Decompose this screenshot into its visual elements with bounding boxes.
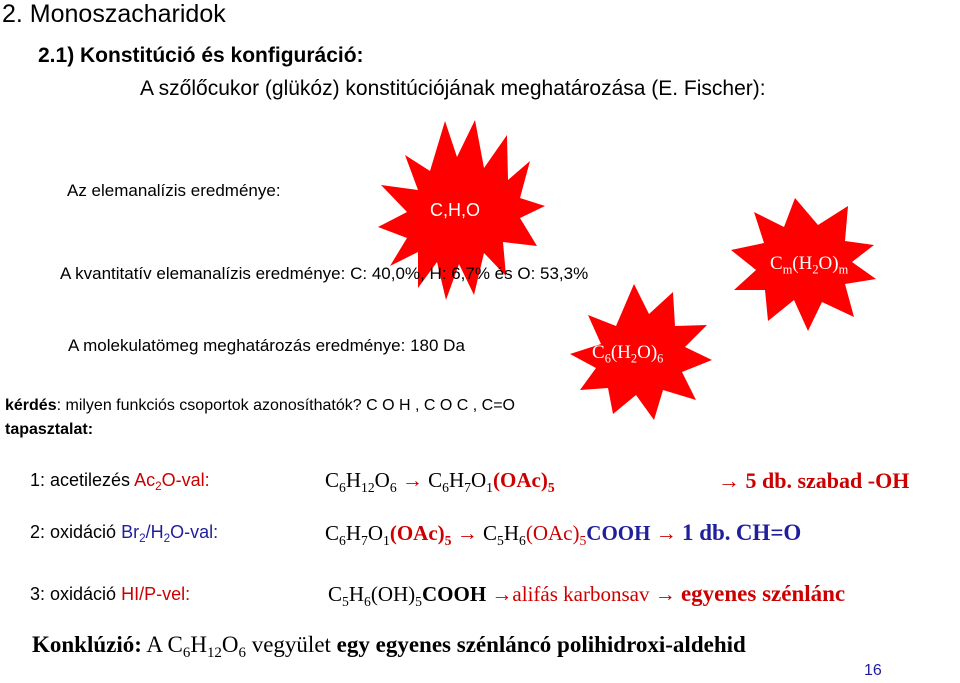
formula-sub-m2: m (838, 262, 849, 277)
formula-sub-6: 6 (604, 351, 611, 366)
conclusion-label: Konklúzió: (32, 632, 142, 657)
arrow-icon: → (654, 582, 676, 606)
row-acetylation-result: → 5 db. szabad -OH (718, 468, 910, 493)
formula-o: O) (637, 342, 658, 363)
formula-sub-2: 2 (630, 351, 638, 366)
row-label: 2: oxidáció (30, 522, 117, 542)
formula-mid: (H (792, 253, 813, 274)
formula-c: C (592, 342, 605, 363)
row-label: 3: oxidáció (30, 584, 117, 604)
row-acetylation-formula: $C_6H_{12}O_6 \to C_6H_7O_1(OAc)_5$ (325, 468, 555, 495)
formula-sub-6b: 6 (657, 351, 664, 366)
formula-sub-m: m (782, 262, 793, 277)
question-label: kérdés (5, 397, 57, 414)
page-number: 16 (864, 662, 882, 679)
arrow-icon: → (401, 468, 423, 492)
elemental-analysis-label: Az elemanalízis eredménye: (67, 181, 281, 200)
molecular-weight-line (68, 336, 465, 356)
row-oxidation-bromine-formula: $C_6H_7O_1(OAc)_5$ → $C_5H_6(OAc)_5COOH \to 1$ db. CH=O (325, 520, 802, 548)
star-text-elements: C,H,O (430, 200, 481, 220)
star-text-general-formula (770, 253, 848, 275)
slide-subheading: 2.1) Konstitúció és konfiguráció: (38, 44, 364, 67)
slide-heading: 2. Monoszacharidok (2, 0, 226, 28)
row-acetylation-label (30, 470, 210, 494)
slide-topic: A szőlőcukor (glükóz) konstitúciójának meghatározása (E. Fischer): (140, 77, 766, 100)
molecular-weight-value: 180 Da (410, 336, 465, 355)
arrow-icon: → (718, 468, 740, 493)
formula-c: C (770, 253, 783, 274)
quantitative-analysis-line (60, 264, 588, 284)
arrow-icon: → (491, 582, 513, 606)
row-reagent: $Ac_2O$-val: (134, 470, 210, 494)
formula-sub-2: 2 (812, 262, 819, 277)
arrow-icon: → (456, 521, 478, 545)
row-oxidation-hi-formula: $C_5H_6(OH)_5COOH$ →alifás karbonsav → egyenes szénlánc (328, 581, 846, 609)
quantitative-label: A kvantitatív elemanalízis eredménye: (60, 264, 346, 283)
row-oxidation-hi-label (30, 584, 190, 605)
formula-o: O) (818, 253, 839, 274)
question-text: : milyen funkciós csoportok azonosíthatók? C O H , C O C , C=O (56, 397, 515, 414)
quantitative-values: C: 40,0%, H: 6,7% és O: 53,3% (350, 264, 589, 283)
row-label: 1: acetilezés (30, 470, 131, 490)
conclusion-line: Konklúzió: A $C_6H_{12}O_6$ vegyület egy egyenes szénláncó polihidroxi-aldehid (32, 632, 746, 662)
row-oxidation-bromine-label (30, 522, 219, 546)
row-reagent: HI/P-vel: (121, 584, 191, 604)
star-text-specific-formula (592, 342, 663, 364)
molecular-weight-label: A molekulatömeg meghatározás eredménye: (68, 336, 406, 355)
result-label: tapasztalat: (5, 421, 94, 438)
question-line (5, 397, 515, 415)
formula-mid: (H (610, 342, 631, 363)
arrow-icon: → (655, 521, 677, 545)
row-reagent: $Br_2/H_2O$-val: (121, 522, 219, 546)
